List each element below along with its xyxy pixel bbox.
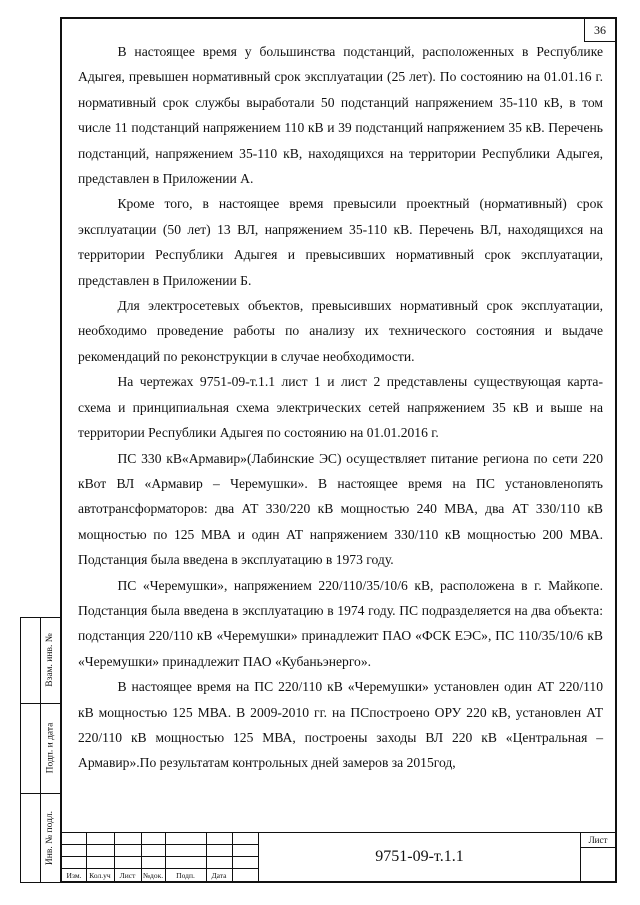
document-code: 9751-09-т.1.1 — [375, 848, 464, 865]
paragraph: На чертежах 9751-09-т.1.1 лист 1 и лист 2 представлены существующая карта-схема и принципиальная схема электрических сетей напряжением 35 кВ и выше на территории Республики Адыгея по состоянию на 01.01.2016 г. — [78, 374, 603, 441]
stamp-col-label: Кол.уч — [89, 871, 111, 880]
paragraph: Для электросетевых объектов, превысивших нормативный срок эксплуатации, необходимо проведение работы по анализу их технического состояния и выдаче рекомендаций по реконструкции в случае необходимости. — [78, 298, 603, 364]
paragraph: В настоящее время у большинства подстанций, расположенных в Республике Адыгея, превышен нормативный срок эксплуатации (25 лет). По состоянию на 01.01.16 г. нормативный срок службы выработали 50 подстанций напряжением 35-110 кВ, в том числе 11 подстанций напряжением 110 кВ и 39 подстанций напряжением 35 кВ. Перечень подстанций, напряжением 35-110 кВ, находящихся на территории Республики Адыгея, представлен в Приложении А. — [78, 44, 603, 187]
sheet-label: Лист — [588, 835, 608, 845]
side-label-replace-inv: Взам. инв. № — [45, 633, 56, 687]
paragraph: Кроме того, в настоящее время превысили проектный (нормативный) срок эксплуатации (50 лет) 13 ВЛ, напряжением 35-110 кВ. Перечень ВЛ, находящихся на территории Республики Адыгея и превысивших нормативный срок эксплуатации, представлен в Приложении Б. — [78, 196, 603, 288]
stamp-col-label: Дата — [211, 871, 227, 880]
page-number: 36 — [584, 19, 615, 42]
side-stamp-strip — [20, 617, 60, 883]
stamp-col-label: №док. — [142, 871, 164, 880]
paragraph: ПС «Черемушки», напряжением 220/110/35/10/6 кВ, расположена в г. Майкопе. Подстанция была введена в эксплуатацию в 1974 году. ПС подразделяется на два объекта: подстанция 220/110 кВ «Черемушки» принадлежит ПАО «ФСК ЕЭС», ПС 110/35/10/6 кВ «Черемушки» принадлежит ПАО «Кубаньэнерго». — [78, 577, 603, 669]
page-frame — [60, 17, 617, 883]
paragraph: В настоящее время на ПС 220/110 кВ «Черемушки» установлен один АТ 220/110 кВ мощностью 125 МВА. В 2009-2010 гг. на ПСпостроено ОРУ 220 кВ, установлен АТ 220/110 кВ мощностью 125 МВА, построены заходы ВЛ 220 кВ «Центральная – Армавир».По результатам контрольных дней замеров за 2015год, — [78, 679, 603, 771]
side-label-inv-original: Инв. № подл. — [45, 810, 56, 865]
stamp-col-label: Подп. — [176, 871, 195, 880]
stamp-col-label: Изм. — [66, 871, 82, 880]
side-label-sign-date: Подп. и дата — [45, 722, 56, 774]
stamp-col-label: Лист — [119, 871, 136, 880]
title-block — [62, 832, 615, 881]
paragraph: ПС 330 кВ«Армавир»(Лабинские ЭС) осуществляет питание региона по сети 220 кВот ВЛ «Армавир – Черемушки». В настоящее время на ПС установленопять автотрансформаторов: два АТ 330/220 кВ мощностью 240 МВА, два АТ 330/110 кВ мощностью по 125 МВА и один АТ напряжением 330/110 кВ мощностью 200 МВА. Подстанция была введена в эксплуатацию в 1973 году. — [78, 450, 603, 568]
body-text — [78, 39, 603, 776]
